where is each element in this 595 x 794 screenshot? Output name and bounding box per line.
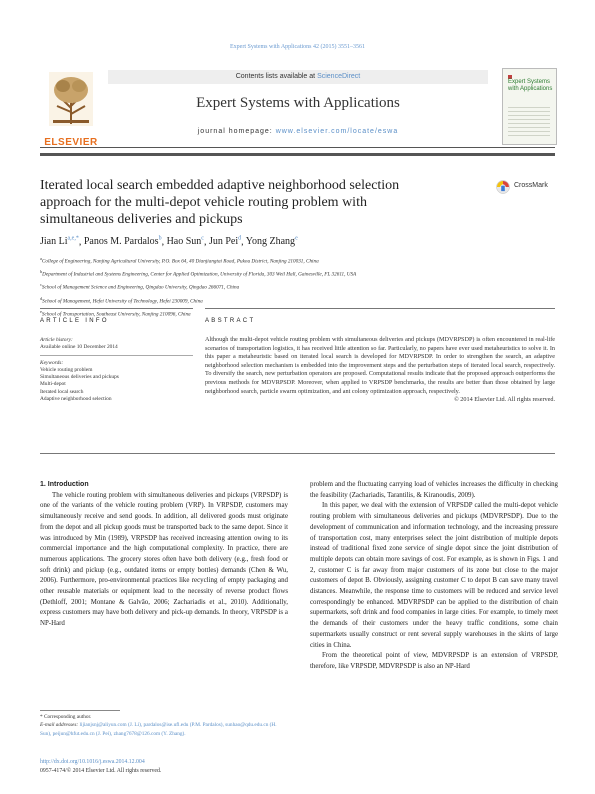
elsevier-logo xyxy=(40,70,102,148)
author-separator: , xyxy=(78,236,84,248)
history-label: Article history: xyxy=(40,337,73,343)
body-column-right xyxy=(310,480,558,673)
crossmark-icon xyxy=(496,180,510,194)
publisher-name: ELSEVIER xyxy=(44,137,98,148)
abstract-text: Although the multi-depot vehicle routing problem with simultaneous deliveries and pickups (MDVRPSDP) is often encountered in real-life scenarios of transportation logistics, it has received little attention so far. Particularly, no papers have ever used metaheuristics to solve it. In this paper a metaheuristic based on iterated local search is developed for MDVRPSDP. In order to strengthen the search, an adaptive neighborhood selection mechanism is embedded into the improvement steps and the perturbation steps of iterated local search, respectively. To diversify the search, new perturbation operators are proposed. Computational results indicate that the proposed approach outperforms the previous methods for MDVRPSDP. Moreover, when applied to VRPSDP benchmarks, the results are better than those obtained by large neighborhood search, particle swarm optimization, and ant colony optimization approach, respectively. xyxy=(205,336,555,395)
article-info-top-rule xyxy=(40,308,193,309)
crossmark-badge[interactable] xyxy=(496,180,556,194)
keywords-label: Keywords: xyxy=(40,359,64,366)
history-value: Available online 10 December 2014 xyxy=(40,344,118,351)
affiliation-mark: b xyxy=(40,269,43,275)
author-separator: , xyxy=(241,236,246,248)
author-separator: , xyxy=(203,236,209,248)
contents-availability xyxy=(108,70,488,84)
author[interactable] xyxy=(209,236,241,247)
affiliation-mark: d xyxy=(40,295,43,301)
abstract-heading: ABSTRACT xyxy=(205,318,256,324)
author[interactable] xyxy=(40,236,79,247)
header-thick-rule xyxy=(40,153,555,156)
body-paragraph: problem and the fluctuating carrying load of vehicles increases the difficulty in checking the feasibility (Zachariadis, Tarantilis, & Kiranoudis, 2009). xyxy=(310,481,558,499)
keyword-item: Multi-depot xyxy=(40,381,66,388)
homepage-prefix: journal homepage: xyxy=(197,128,276,135)
contents-prefix: Contents lists available at xyxy=(235,73,318,80)
elsevier-tree-icon xyxy=(49,72,93,126)
article-title: Iterated local search embedded adaptive neighborhood selection approach for the multi-depot vehicle routing problem with simultaneous deliveries and pickups xyxy=(40,178,400,227)
author-affil-mark[interactable]: e xyxy=(295,236,298,242)
affiliation-text: Department of Industrial and Systems Engineering, Center for Applied Optimization, University of Florida, 303 Weil Hall, Gainesville, FL 32611, USA xyxy=(42,271,357,278)
author-name: Hao Sun xyxy=(166,236,202,248)
affiliation-item xyxy=(40,280,560,293)
sciencedirect-link[interactable]: ScienceDirect xyxy=(317,73,361,80)
author-name: Jian Li xyxy=(40,236,68,248)
author-name: Panos M. Pardalos xyxy=(83,236,159,248)
affiliation-mark: e xyxy=(40,308,42,314)
author[interactable] xyxy=(167,236,204,247)
cover-decoration xyxy=(508,107,550,137)
footnotes xyxy=(40,713,288,738)
keyword-item: Adaptive neighborhood selection xyxy=(40,396,112,403)
affiliation-text: College of Engineering, Nanjing Agricultural University, P.O. Box 64, 40 Dianjiangtai Road, Pukou District, Nanjing 210031, China xyxy=(41,258,319,265)
homepage-link[interactable]: www.elsevier.com/locate/eswa xyxy=(275,128,399,135)
author-affil-mark[interactable]: a,e,* xyxy=(67,236,79,242)
footnote-rule xyxy=(40,710,120,711)
abstract-top-rule xyxy=(205,308,555,309)
article-info-divider xyxy=(40,355,193,356)
abstract-panel xyxy=(205,336,555,405)
author[interactable] xyxy=(84,236,162,247)
author-affil-mark[interactable]: d xyxy=(238,236,242,242)
author-name: Yong Zhang xyxy=(245,236,296,248)
issn-copyright: 0957-4174/© 2014 Elsevier Ltd. All rights reserved. xyxy=(40,767,162,774)
journal-cover-thumbnail xyxy=(502,68,557,145)
affiliation-text: School of Management Science and Engineering, Qingdao University, Qingdao 266071, China xyxy=(41,285,240,292)
article-info-panel xyxy=(40,337,195,403)
keyword-item: Simultaneous deliveries and pickups xyxy=(40,374,119,381)
author-affil-mark[interactable]: b xyxy=(158,236,162,242)
body-paragraph: The vehicle routing problem with simultaneous deliveries and pickups (VRPSDP) is one of the variants of the vehicle routing problem (VRP). In VRPSDP, customers may simultaneously receive and send goods. In addition, all delivered goods must originate from the depot and all pickup goods must be transported back to the same depot. Since it was introduced by Min (1989), VRPSDP has received increasing attention owing to its commercial importance and the high computational complexity. In practice, there are numerous applications. The grocery stores often have both delivery (e.g., fresh food or soft drink) and pickup (e.g., outdated items or empty bottles) demands (Chen & Wu, 2006). Furthermore, pro-environmental practices like recycling of empty packaging and other reusable materials or equipment lead to the necessity of reverse product flows (Dethloff, 2001; Montane & Galvão, 2006; Zachariadis et al., 2010). Additionally, express customers may have both delivery and pick-up demands. In theory, VRPSDP is a NP-Hard xyxy=(40,491,288,628)
keyword-item: Iterated local search xyxy=(40,388,84,395)
affiliation-text: School of Management, Hefei University of Technology, Hefei 230009, China xyxy=(42,298,203,305)
author-list xyxy=(40,236,560,247)
email-note xyxy=(40,721,288,738)
affiliation-mark: a xyxy=(40,256,42,261)
body-column-left xyxy=(40,480,288,630)
affiliation-item xyxy=(40,294,560,307)
author[interactable] xyxy=(246,236,298,247)
section-heading: 1. Introduction xyxy=(40,481,89,488)
affiliation-item xyxy=(40,254,560,267)
cover-title: Expert Systems with Applications xyxy=(508,79,553,92)
author-name: Jun Pei xyxy=(208,236,239,248)
corresponding-author-note: * Corresponding author. xyxy=(40,714,92,720)
author-affil-mark[interactable]: c xyxy=(201,236,204,242)
body-paragraph: From the theoretical point of view, MDVRPSDP is an extension of VRPSDP, therefore, like VRPSDP, MDVRPSDP is also an NP-Hard xyxy=(310,652,558,670)
affiliation-mark: c xyxy=(40,282,42,288)
journal-reference[interactable]: Expert Systems with Applications 42 (2015) 3551–3561 xyxy=(230,44,365,50)
doi-block xyxy=(40,758,161,775)
affiliation-item xyxy=(40,267,560,280)
author-separator: , xyxy=(161,236,167,248)
header-rule xyxy=(40,147,555,148)
doi-link[interactable]: http://dx.doi.org/10.1016/j.eswa.2014.12.004 xyxy=(40,759,145,765)
email-list[interactable]: lijianjsnj@aliyun.com (J. Li), pardalos@ise.ufl.edu (P.M. Pardalos), sunhao@qdu.edu.cn (H. Sun), peijun@hfut.edu.cn (J. Pei), zhang7678@126.com (Y. Zhang). xyxy=(40,722,277,737)
abstract-copyright: © 2014 Elsevier Ltd. All rights reserved. xyxy=(454,396,555,404)
body-paragraph: In this paper, we deal with the extension of VRPSDP called the multi-depot vehicle routing problem with simultaneous deliveries and pickups (MDVRPSDP). Due to the development of communication and information technology, and the increasing pressure of transportation cost, many enterprises select the joint distribution of multiple depots instead of traditional fixed zone service of single depot since the joint distribution of multiple depots can obtain more savings of cost. For example, as is shown in Figs. 1 and 2, customer C is far away from major customers of its zone but close to the major customers of depot B. Obviously, assigning customer C to depot B can save many travel distances. Meanwhile, the response time to customers will be reduced and service level correspondingly be enhanced. MDVRPSDP can be applied to the distribution of chain supermarkets, soft drink and food companies in large cities. For example, to timely meet the demands of their customers under the heavy traffic conditions, some chain supermarkets usually construct or rent several supply warehouses in the skirts of large cities in China. xyxy=(310,502,558,649)
email-label: E-mail addresses: xyxy=(40,722,79,729)
article-info-heading: ARTICLE INFO xyxy=(40,318,109,324)
crossmark-label: CrossMark xyxy=(514,182,548,189)
affiliations xyxy=(40,254,560,320)
keyword-item: Vehicle routing problem xyxy=(40,366,93,373)
body-top-rule xyxy=(40,453,555,454)
journal-homepage xyxy=(108,128,488,135)
affiliation-text: School of Transportation, Southeast University, Nanjing 210096, China xyxy=(41,311,191,318)
journal-title: Expert Systems with Applications xyxy=(196,95,400,111)
